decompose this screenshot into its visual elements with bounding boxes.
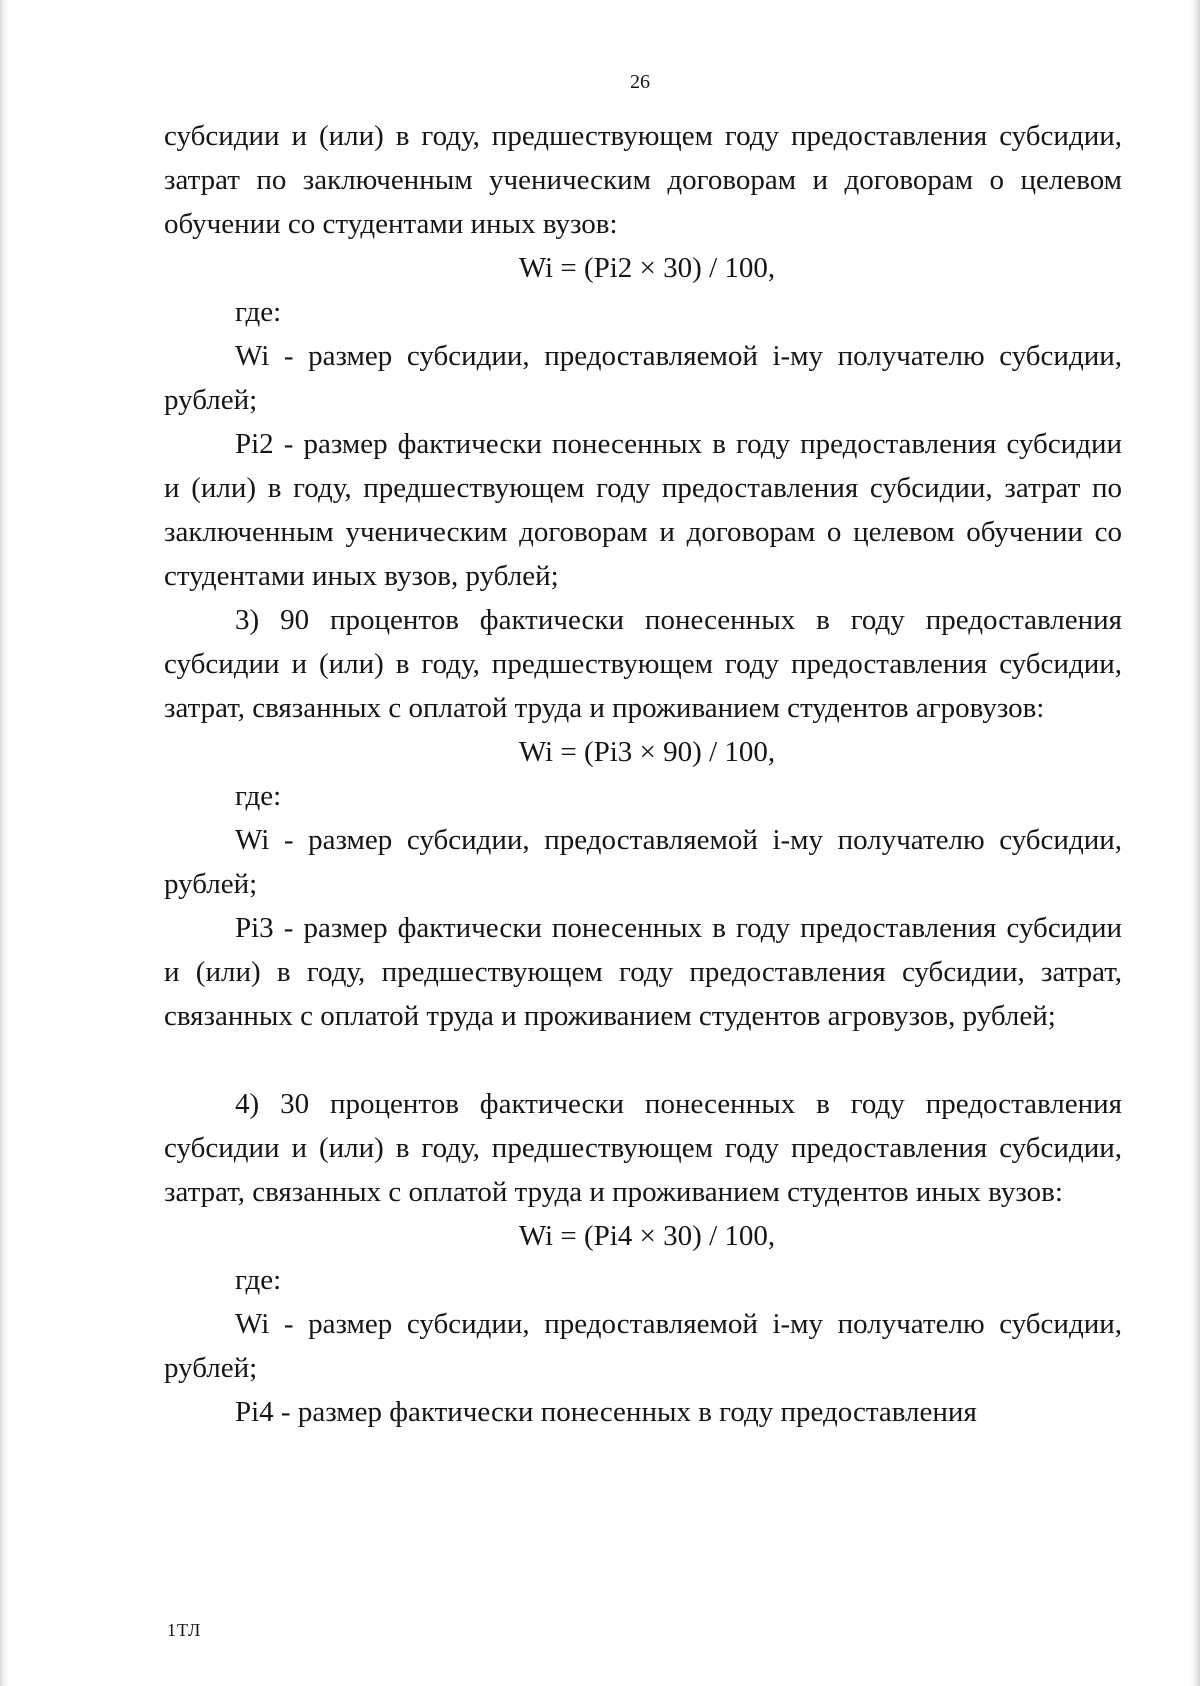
scan-edge-left [0,0,10,1686]
definition-wi: Wi - размер субсидии, предоставляемой i-му получателю субсидии, рублей; [164,824,1122,900]
document-body [164,114,1122,1434]
where-label: где: [235,1264,282,1296]
list-item-3: 3) 90 процентов фактически понесенных в году предоставления субсидии и (или) в году, предшествующем году предоставления субсидии, затрат, связанных с оплатой труда и проживанием студентов агровузов: [164,604,1122,724]
definition-wi: Wi - размер субсидии, предоставляемой i-му получателю субсидии, рублей; [164,1308,1122,1384]
definition-wi: Wi - размер субсидии, предоставляемой i-му получателю субсидии, рублей; [164,340,1122,416]
formula-pi2: Wi = (Pi2 × 30) / 100, [518,252,776,284]
paragraph-continuation: субсидии и (или) в году, предшествующем году предоставления субсидии, затрат по заключенным ученическим договорам и договорам о целевом обучении со студентами иных вузов: [164,120,1122,240]
page-number: 26 [630,71,650,93]
list-item-4: 4) 30 процентов фактически понесенных в году предоставления субсидии и (или) в году, предшествующем году предоставления субсидии, затрат, связанных с оплатой труда и проживанием студентов иных вузов: [164,1088,1122,1208]
scan-edge-right [1188,0,1200,1686]
footer-code: 1ТЛ [167,1620,202,1640]
definition-pi4: Pi4 - размер фактически понесенных в году предоставления [235,1396,977,1428]
formula-pi4: Wi = (Pi4 × 30) / 100, [518,1220,776,1252]
formula-pi3: Wi = (Pi3 × 90) / 100, [518,736,776,768]
where-label: где: [235,296,282,328]
definition-pi3: Pi3 - размер фактически понесенных в году предоставления субсидии и (или) в году, предшествующем году предоставления субсидии, затрат, связанных с оплатой труда и проживанием студентов агровузов, рублей; [164,912,1122,1032]
definition-pi2: Pi2 - размер фактически понесенных в году предоставления субсидии и (или) в году, предшествующем году предоставления субсидии, затрат по заключенным ученическим договорам и договорам о целевом обучении со студентами иных вузов, рублей; [164,428,1122,592]
paragraph-gap [164,1038,1122,1082]
where-label: где: [235,780,282,812]
